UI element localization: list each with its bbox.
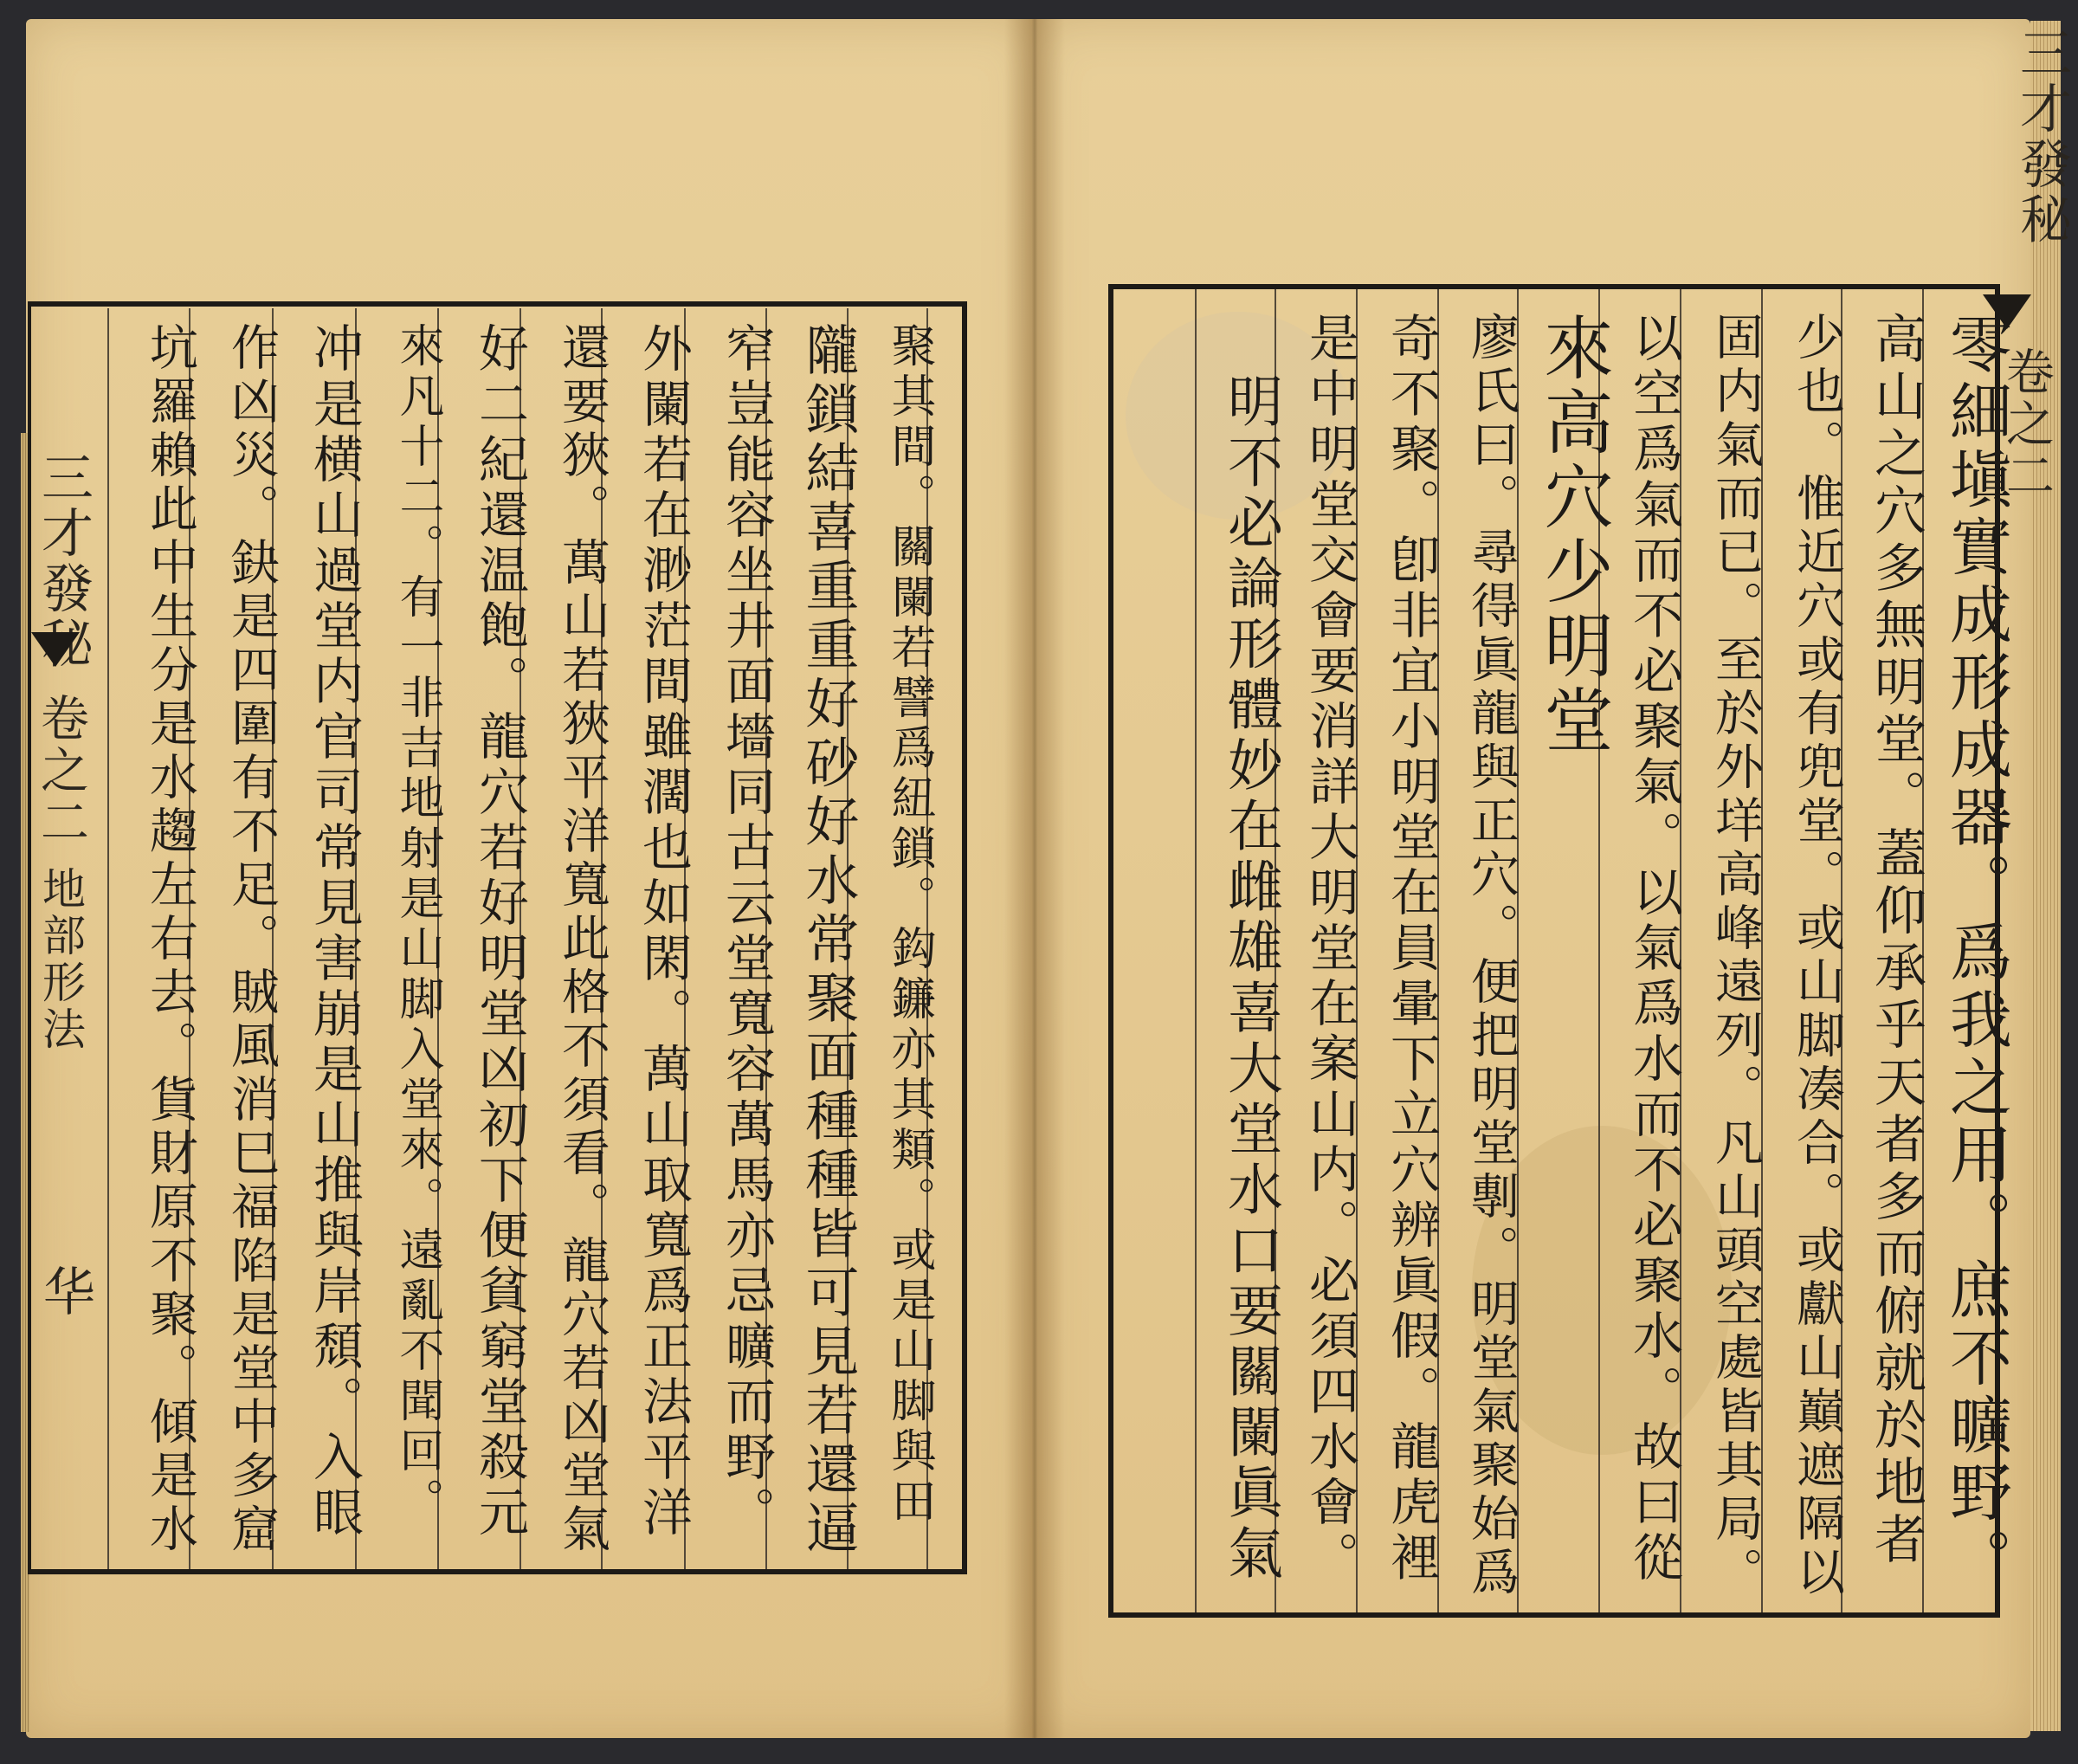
right-text-column-9: 是中明堂交會要消詳大明堂在案山内。必須四水會。 [1300,312,1359,1586]
right-text-column-5: 以空爲氣而不必聚氣。以氣爲水而不必聚水。故曰從 [1624,312,1683,1586]
left-margin-section: 地部形法 [35,866,86,1053]
left-text-column-7: 來凡十二。有一非吉地射是山脚入堂來。遠亂不聞回。 [391,322,443,1528]
column-rule [107,308,109,1569]
right-text-column-4: 固内氣而已。至於外垟高峰遠列。凡山頭空處皆其局。 [1707,312,1764,1600]
right-text-column-7: 廖氏曰。尋得眞龍與正穴。便把明堂剸。明堂氣聚始爲 [1463,312,1520,1600]
left-text-column-8: 冲是横山過堂内官司常見害崩是山推與岸頹。入眼 [305,322,364,1541]
right-margin-title: 三才發秘 [2011,26,2072,248]
left-margin-footer: 华 [35,1264,95,1316]
left-text-column-5: 還要狹。萬山若狹平洋寬此格不須看。龍穴若凶堂氣 [554,322,610,1557]
left-text-column-1: 聚其間。關闌若譬爲紐鎖。鈎鐮亦其類。或是山脚與田 [883,322,935,1528]
right-text-column-8: 奇不聚。卽非宜小明堂在員暈下立穴辨眞假。龍虎裡 [1382,312,1441,1586]
right-text-column-6: 來高穴少明堂 [1533,312,1613,759]
left-text-column-2: 隴鎖結喜重重好砂好水常聚面種種皆可見若還逼 [797,322,860,1559]
left-text-column-3: 窄豈能容坐井面墻同古云堂寬容萬馬亦忌曠而野。 [717,322,776,1541]
right-margin-volume: 卷之二 [1998,346,2055,502]
left-text-column-9: 作凶災。鈌是四圍有不足。賊風消巳福陷是堂中多窟 [223,322,280,1557]
right-text-column-3: 少也。惟近穴或有兜堂。或山脚凑合。或獻山巔遮隔以 [1789,312,1845,1600]
left-text-column-10: 坑羅賴此中生分是水趨左右去。貨財原不聚。傾是水 [142,322,198,1557]
left-text-column-4: 外闌若在渺茫間雖濶也如閑。萬山取寬爲正法平洋 [634,322,693,1541]
right-text-column-1: 零細塡實成形成器。爲我之用。庶不曠野。 [1939,312,2012,1595]
left-text-column-6: 好二紀還温飽。龍穴若好明堂凶初下便貧窮堂殺元 [470,322,529,1541]
book-gutter [1004,19,1065,1738]
fish-tail-mark-icon [31,632,80,667]
column-rule [1195,289,1197,1612]
page-edges-right [2030,21,2061,1731]
left-margin-title: 三才發秘 [33,450,94,672]
left-margin-volume: 卷之二 [33,693,89,849]
right-text-column-10: 明不必論形體妙在雌雄喜大堂水口要關闌眞氣 [1218,372,1282,1585]
right-text-column-2: 高山之穴多無明堂。蓋仰承乎天者多而俯就於地者 [1866,312,1926,1569]
